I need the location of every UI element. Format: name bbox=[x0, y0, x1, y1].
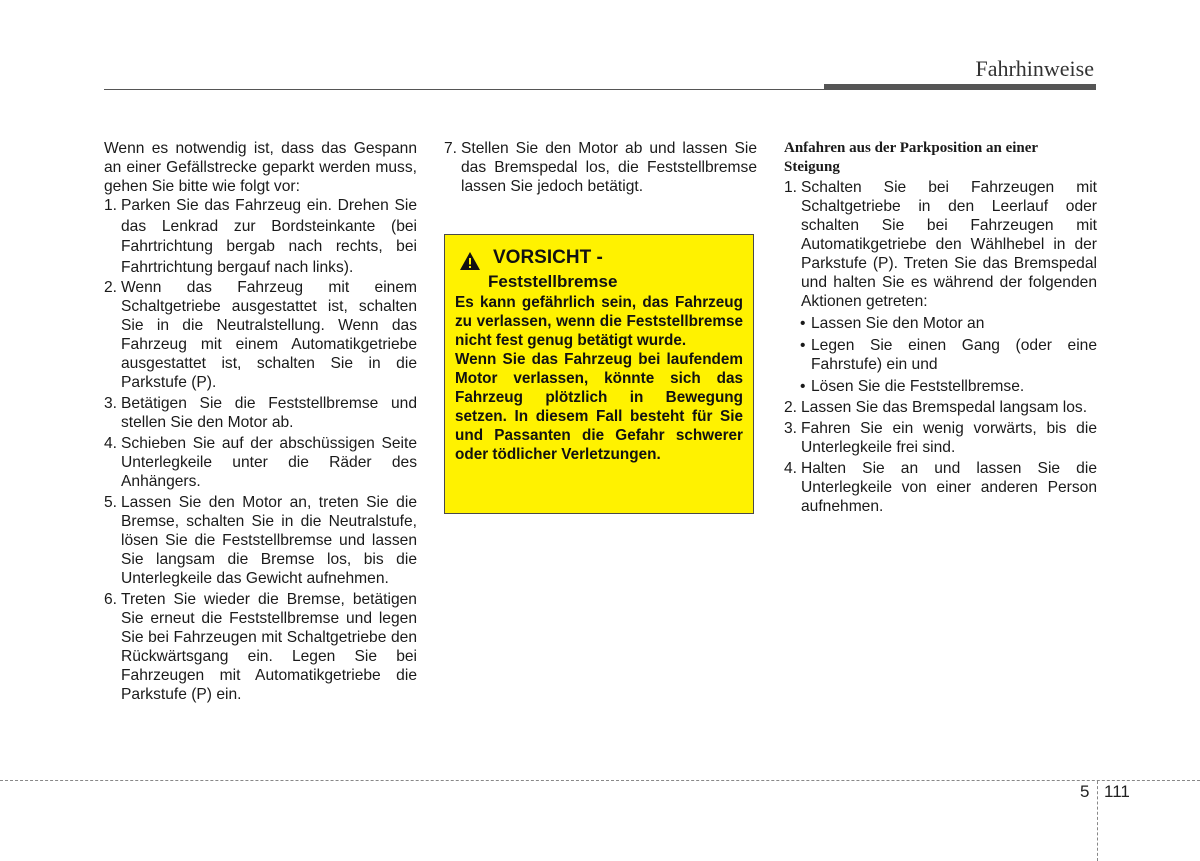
page-header-title: Fahrhinweise bbox=[975, 56, 1094, 81]
list-number: 1. bbox=[104, 197, 118, 214]
list-text: Lassen Sie den Motor an, treten Sie die Bremse, schalten Sie in die Neutralstufe, lösen Sie die Feststellbremse und lassen Sie langsam die Bremse los, bis die Unterlegkeile das Gewicht aufnehmen. bbox=[121, 494, 417, 587]
list-item bbox=[784, 419, 1097, 457]
list-text: Schalten Sie bei Fahrzeugen mit Schaltgetriebe in den Leerlauf oder schalten Sie bei Fahrzeugen mit Automatikgetriebe den Wählhebel in der Parkstufe (P). Treten Sie das Bremspedal und halten Sie es während der folgenden Aktionen getreten: bbox=[801, 179, 1097, 310]
header-rule bbox=[104, 89, 824, 90]
list-text: Wenn das Fahrzeug mit einem Schaltgetriebe ausgestattet ist, schalten Sie in die Neutralstellung. Wenn das Fahrzeug mit einem Automatikgetriebe ausgestattet ist, schalten Sie in die Parkstufe (P). bbox=[121, 279, 417, 391]
caution-box bbox=[444, 234, 754, 514]
list-item bbox=[444, 139, 757, 196]
caution-paragraph: Wenn Sie das Fahrzeug bei laufendem Motor verlassen, könnte sich das Fahrzeug plötzlich in Bewegung setzen. In diesem Fall besteht für Sie und Passanten die Gefahr schwerer oder tödlicher Verletzungen. bbox=[455, 351, 743, 463]
bullet-icon: • bbox=[800, 337, 806, 354]
list-number: 4. bbox=[104, 435, 118, 452]
caution-paragraph: Es kann gefährlich sein, das Fahrzeug zu verlassen, wenn die Feststellbremse nicht fest genug betätigt wurde. bbox=[455, 294, 743, 349]
list-item bbox=[104, 434, 417, 491]
list-text: Betätigen Sie die Feststellbremse und stellen Sie den Motor ab. bbox=[121, 395, 417, 431]
list-item bbox=[784, 459, 1097, 516]
list-number: 5. bbox=[104, 494, 118, 511]
bullet-icon: • bbox=[800, 378, 806, 395]
list-number: 4. bbox=[784, 460, 798, 477]
list-text: Halten Sie an und lassen Sie die Unterlegkeile von einer anderen Person aufnehmen. bbox=[801, 460, 1097, 515]
list-item bbox=[104, 394, 417, 432]
page-number: 111 bbox=[1104, 782, 1130, 801]
list-number: 3. bbox=[104, 395, 118, 412]
list-item bbox=[104, 493, 417, 588]
bullet-item bbox=[800, 336, 1097, 374]
list-text: Stellen Sie den Motor ab und lassen Sie das Bremspedal los, die Feststellbremse lassen Sie jedoch betätigt. bbox=[461, 140, 757, 195]
bullet-text: Lösen Sie die Feststellbremse. bbox=[811, 378, 1025, 395]
list-number: 2. bbox=[784, 399, 798, 416]
caution-header bbox=[455, 247, 743, 271]
list-item bbox=[784, 398, 1097, 417]
list-text: Parken Sie das Fahrzeug ein. Drehen Sie das Lenkrad zur Bordsteinkante (bei Fahrtrichtung bergab nach rechts, bei Fahrtrichtung bergauf nach links). bbox=[121, 197, 417, 276]
list-text: Lassen Sie das Bremspedal langsam los. bbox=[801, 399, 1088, 416]
bullet-text: Legen Sie einen Gang (oder eine Fahrstufe) ein und bbox=[811, 337, 1097, 373]
list-item bbox=[784, 178, 1097, 311]
list-text: Fahren Sie ein wenig vorwärts, bis die Unterlegkeile frei sind. bbox=[801, 420, 1097, 456]
caution-title: VORSICHT - bbox=[493, 247, 603, 268]
bullet-text: Lassen Sie den Motor an bbox=[811, 315, 985, 332]
footer-rule bbox=[0, 780, 1200, 781]
list-text: Schieben Sie auf der abschüssigen Seite Unterlegkeile unter die Räder des Anhängers. bbox=[121, 435, 417, 490]
intro-paragraph: Wenn es notwendig ist, dass das Gespann an einer Gefällstrecke geparkt werden muss, gehen Sie bitte wie folgt vor: bbox=[104, 140, 417, 195]
list-number: 6. bbox=[104, 591, 118, 608]
list-number: 2. bbox=[104, 279, 118, 296]
list-item bbox=[104, 590, 417, 704]
caution-subtitle: Feststellbremse bbox=[488, 272, 618, 291]
section-heading: Anfahren aus der Parkposition an einer Steigung bbox=[784, 140, 1038, 175]
column-middle bbox=[444, 139, 757, 196]
bullet-item bbox=[800, 314, 1097, 333]
column-left bbox=[104, 139, 417, 704]
list-text: Treten Sie wieder die Bremse, betätigen Sie erneut die Feststellbremse und legen Sie bei Fahrzeugen mit Schaltgetriebe den Rückwärtsgang ein. Legen Sie bei Fahrzeugen mit Automatikgetriebe die Parkstufe (P) ein. bbox=[121, 591, 417, 703]
warning-triangle-icon bbox=[459, 251, 481, 271]
footer-divider bbox=[1097, 781, 1098, 861]
column-right bbox=[784, 139, 1097, 516]
header-rule-accent bbox=[824, 84, 1096, 90]
list-number: 1. bbox=[784, 179, 798, 196]
list-number: 7. bbox=[444, 140, 458, 157]
list-item bbox=[104, 278, 417, 392]
bullet-icon: • bbox=[800, 315, 806, 332]
list-item bbox=[104, 196, 417, 278]
bullet-item bbox=[800, 377, 1097, 396]
list-number: 3. bbox=[784, 420, 798, 437]
chapter-number: 5 bbox=[1080, 782, 1090, 801]
